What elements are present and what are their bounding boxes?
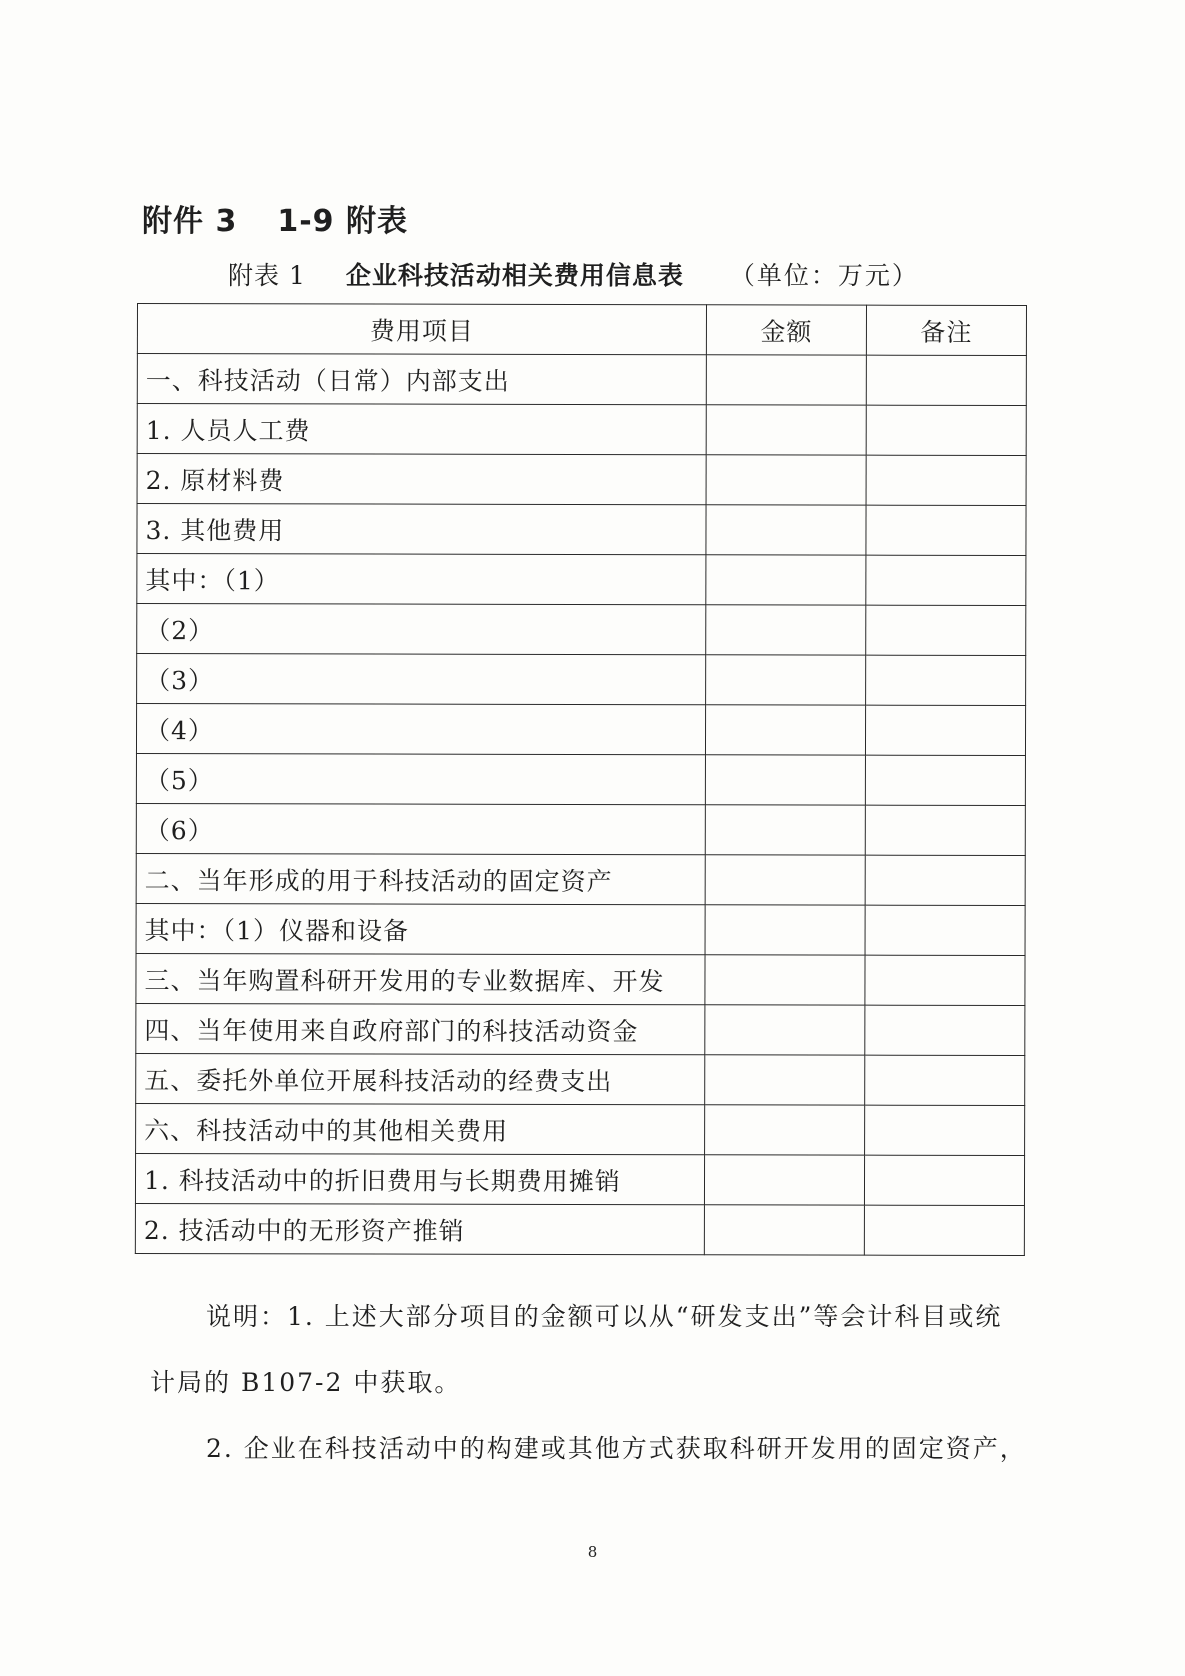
table-row bbox=[136, 1053, 1025, 1105]
row-amount bbox=[706, 455, 866, 505]
table-header-row bbox=[137, 304, 1026, 356]
table-row bbox=[136, 704, 1025, 756]
row-note bbox=[866, 655, 1026, 705]
table-row bbox=[137, 404, 1026, 456]
row-item: （2） bbox=[137, 604, 706, 655]
table-row bbox=[137, 454, 1026, 506]
table-unit: （单位：万元） bbox=[729, 261, 919, 290]
table-row bbox=[137, 604, 1026, 656]
row-amount bbox=[704, 1155, 864, 1205]
row-item: 3. 其他费用 bbox=[137, 504, 706, 555]
row-item: （5） bbox=[136, 754, 705, 805]
row-note bbox=[866, 355, 1026, 405]
header-item: 费用项目 bbox=[137, 304, 706, 355]
table-caption bbox=[228, 256, 919, 292]
row-note bbox=[865, 805, 1025, 855]
row-item: 其中：（1） bbox=[137, 554, 706, 605]
row-note bbox=[865, 705, 1025, 755]
row-note bbox=[865, 755, 1025, 805]
row-amount bbox=[704, 1205, 864, 1255]
row-amount bbox=[705, 855, 865, 905]
row-item: 三、当年购置科研开发用的专业数据库、开发 bbox=[136, 953, 705, 1004]
table-row bbox=[136, 1103, 1025, 1155]
table-row bbox=[137, 554, 1026, 606]
row-amount bbox=[705, 1005, 865, 1055]
note-1-line-2: 计局的 B107-2 中获取。 bbox=[150, 1368, 462, 1397]
table-row bbox=[137, 354, 1026, 406]
row-item: 一、科技活动（日常）内部支出 bbox=[137, 354, 706, 405]
table-row bbox=[135, 1153, 1024, 1205]
attachment-label: 附件 3 bbox=[142, 204, 238, 239]
row-item: 1. 科技活动中的折旧费用与长期费用摊销 bbox=[135, 1153, 704, 1204]
table-row bbox=[136, 903, 1025, 955]
row-note bbox=[865, 1105, 1025, 1155]
row-note bbox=[866, 455, 1026, 505]
attachment-heading bbox=[142, 196, 408, 240]
row-item: （4） bbox=[136, 704, 705, 755]
row-item: 其中：（1）仪器和设备 bbox=[136, 903, 705, 954]
header-amount: 金额 bbox=[706, 305, 866, 355]
row-amount bbox=[706, 605, 866, 655]
row-item: 五、委托外单位开展科技活动的经费支出 bbox=[136, 1053, 705, 1104]
row-note bbox=[866, 555, 1026, 605]
row-note bbox=[866, 605, 1026, 655]
header-note: 备注 bbox=[866, 305, 1026, 355]
row-note bbox=[865, 1005, 1025, 1055]
row-amount bbox=[706, 555, 866, 605]
row-amount bbox=[705, 1105, 865, 1155]
row-note bbox=[864, 1205, 1024, 1255]
row-amount bbox=[705, 955, 865, 1005]
row-item: （3） bbox=[137, 654, 706, 705]
table-row bbox=[137, 654, 1026, 706]
row-amount bbox=[705, 905, 865, 955]
row-amount bbox=[705, 755, 865, 805]
row-note bbox=[865, 1055, 1025, 1105]
row-note bbox=[865, 955, 1025, 1005]
table-title: 企业科技活动相关费用信息表 bbox=[345, 261, 684, 290]
row-item: 2. 原材料费 bbox=[137, 454, 706, 505]
row-amount bbox=[705, 1055, 865, 1105]
note-2-line-1: 2. 企业在科技活动中的构建或其他方式获取科研开发用的固定资产， bbox=[206, 1434, 1027, 1463]
row-item: 2. 技活动中的无形资产推销 bbox=[135, 1203, 704, 1254]
row-note bbox=[866, 505, 1026, 555]
row-amount bbox=[706, 505, 866, 555]
table-row bbox=[136, 1003, 1025, 1055]
row-item: 四、当年使用来自政府部门的科技活动资金 bbox=[136, 1003, 705, 1054]
row-amount bbox=[705, 805, 865, 855]
row-item: 1. 人员人工费 bbox=[137, 404, 706, 455]
page-number: 8 bbox=[587, 1543, 598, 1561]
row-item: （6） bbox=[136, 803, 705, 854]
row-amount bbox=[706, 355, 866, 405]
table-row bbox=[136, 754, 1025, 806]
row-amount bbox=[706, 655, 866, 705]
row-note bbox=[865, 855, 1025, 905]
note-1-line-1: 说明：1. 上述大部分项目的金额可以从“研发支出”等会计科目或统 bbox=[206, 1302, 1003, 1331]
table-number: 附表 1 bbox=[228, 261, 306, 290]
row-amount bbox=[706, 405, 866, 455]
row-item: 二、当年形成的用于科技活动的固定资产 bbox=[136, 853, 705, 904]
row-item: 六、科技活动中的其他相关费用 bbox=[136, 1103, 705, 1154]
row-amount bbox=[705, 705, 865, 755]
table-row bbox=[136, 803, 1025, 855]
row-note bbox=[864, 1155, 1024, 1205]
row-note bbox=[865, 905, 1025, 955]
row-note bbox=[866, 405, 1026, 455]
table-row bbox=[135, 1203, 1024, 1255]
attachment-title: 1-9 附表 bbox=[277, 204, 408, 239]
table-row bbox=[137, 504, 1026, 556]
expense-table bbox=[135, 303, 1027, 1256]
table-row bbox=[136, 953, 1025, 1005]
table-row bbox=[136, 853, 1025, 905]
